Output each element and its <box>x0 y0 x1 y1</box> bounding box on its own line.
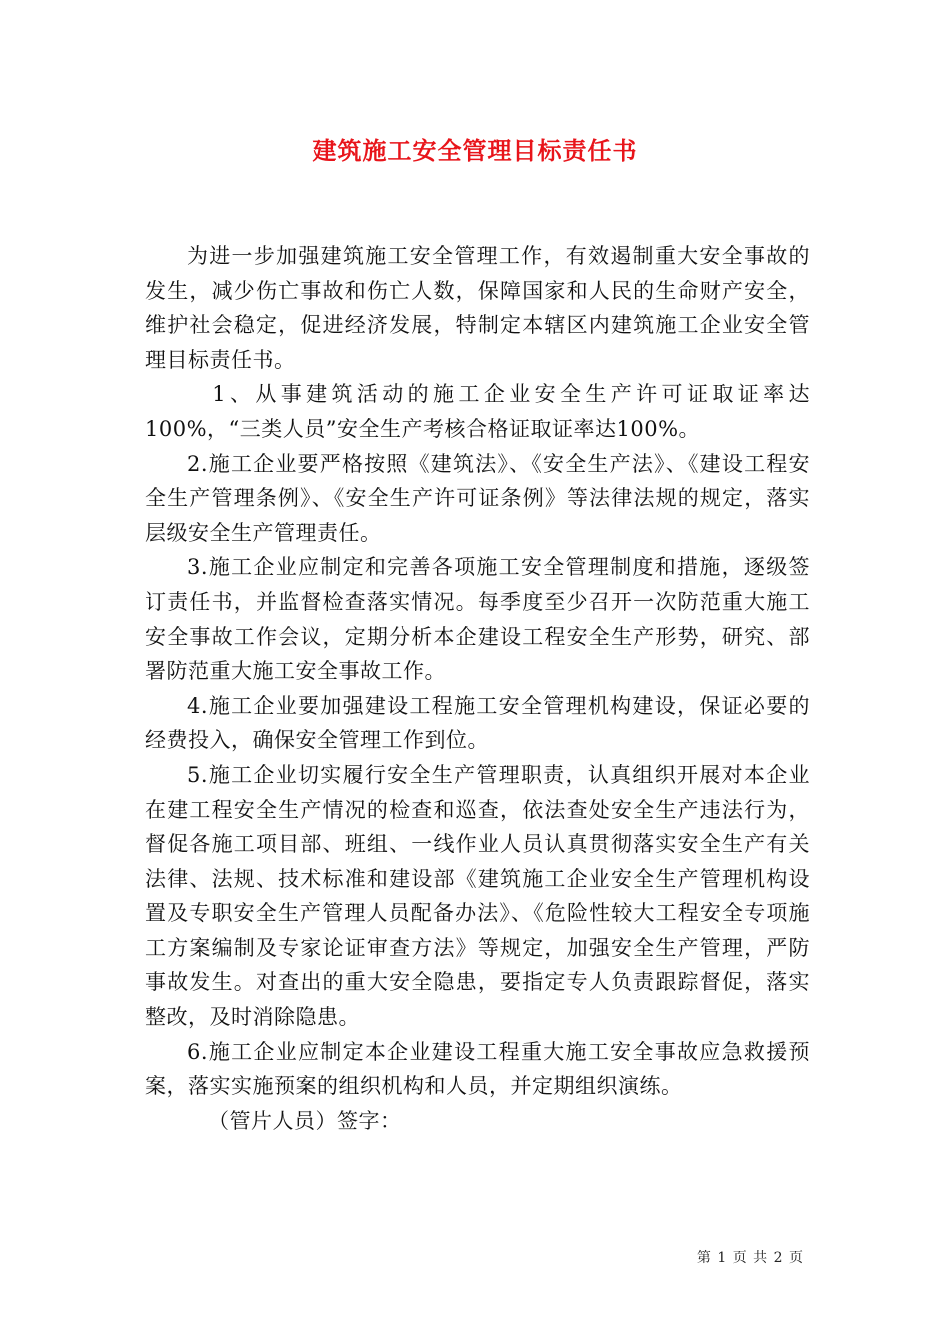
item-3-paragraph: 3.施工企业应制定和完善各项施工安全管理制度和措施，逐级签订责任书，并监督检查落实情况。每季度至少召开一次防范重大施工安全事故工作会议，定期分析本企建设工程安全生产形势，研究、部署防范重大施工安全事故工作。 <box>145 555 810 684</box>
item-6-paragraph: 6.施工企业应制定本企业建设工程重大施工安全事故应急救援预案，落实实施预案的组织机构和人员，并定期组织演练。 <box>145 1039 810 1099</box>
document-body <box>145 239 810 1138</box>
document-title: 建筑施工安全管理目标责任书 <box>312 136 638 165</box>
item-4-paragraph: 4.施工企业要加强建设工程施工安全管理机构建设，保证必要的经费投入，确保安全管理工作到位。 <box>145 693 810 753</box>
page-number-footer: 第 1 页 共 2 页 <box>696 1250 804 1266</box>
item-5-paragraph: 5.施工企业切实履行安全生产管理职责，认真组织开展对本企业在建工程安全生产情况的检查和巡查，依法查处安全生产违法行为，督促各施工项目部、班组、一线作业人员认真贯彻落实安全生产有关法律、法规、技术标准和建设部《建筑施工企业安全生产管理机构设置及专职安全生产管理人员配备办法》、《危险性较大工程安全专项施工方案编制及专家论证审查方法》等规定，加强安全生产管理，严防事故发生。对查出的重大安全隐患，要指定专人负责跟踪督促，落实整改，及时消除隐患。 <box>145 762 810 1030</box>
item-1-paragraph: 1、从事建筑活动的施工企业安全生产许可证取证率达100%，“三类人员”安全生产考核合格证取证率达100%。 <box>145 382 810 441</box>
intro-paragraph: 为进一步加强建筑施工安全管理工作，有效遏制重大安全事故的发生，减少伤亡事故和伤亡人数，保障国家和人民的生命财产安全，维护社会稳定，促进经济发展，特制定本辖区内建筑施工企业安全管理目标责任书。 <box>145 244 810 372</box>
signature-line: （管片人员）签字： <box>208 1108 402 1133</box>
item-2-paragraph: 2.施工企业要严格按照《建筑法》、《安全生产法》、《建设工程安全生产管理条例》、《安全生产许可证条例》等法律法规的规定，落实层级安全生产管理责任。 <box>145 451 810 545</box>
